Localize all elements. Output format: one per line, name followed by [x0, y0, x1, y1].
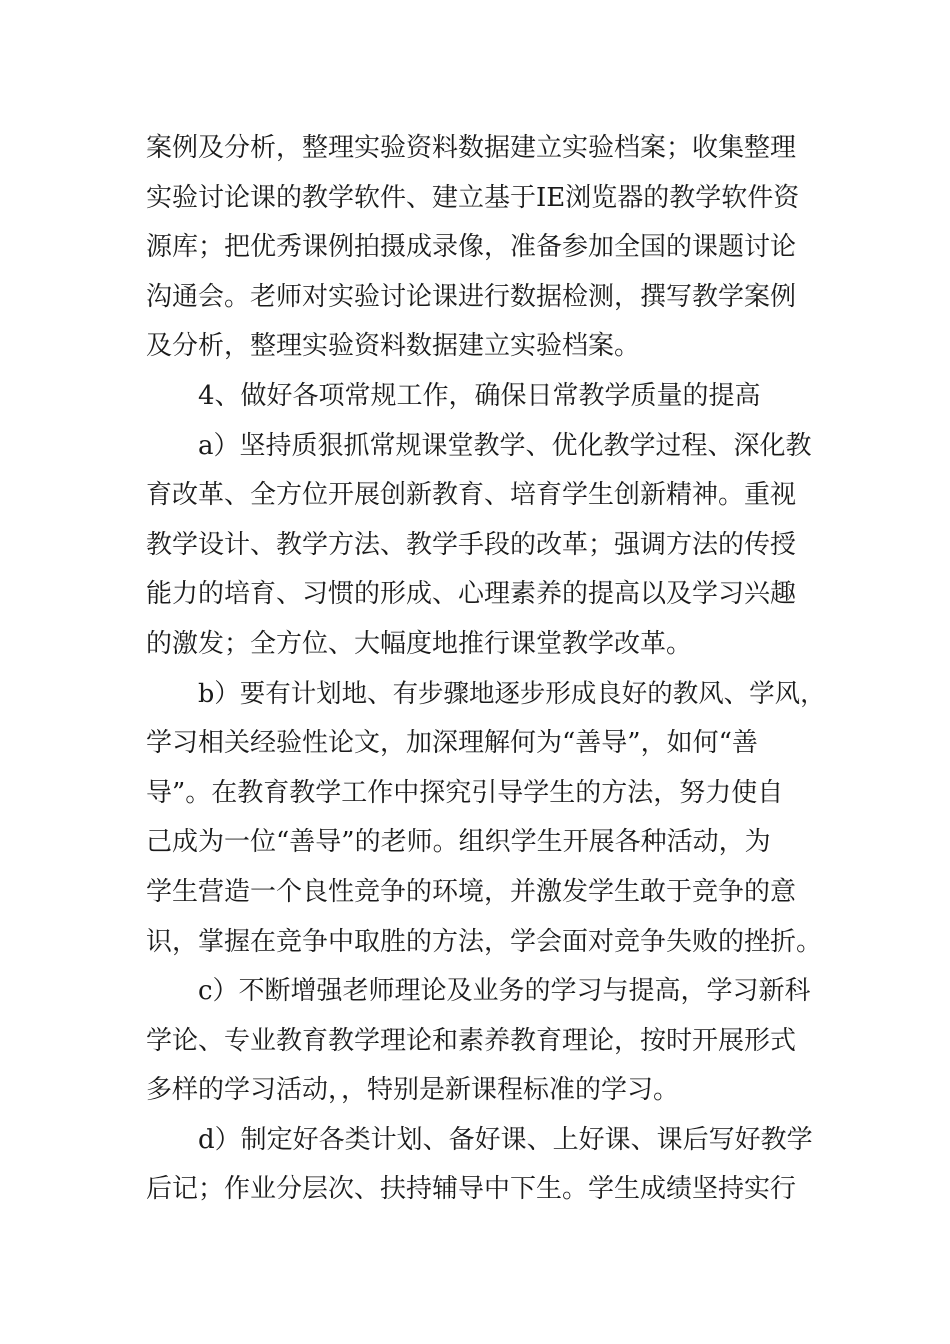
text-line: d）制定好各类计划、备好课、上好课、课后写好教学 [198, 1124, 813, 1155]
text-line: 多样的学习活动，，特别是新课程标准的学习。 [146, 1075, 680, 1106]
text-line: c）不断增强老师理论及业务的学习与提高，学习新科 [198, 976, 811, 1007]
text-line: 能力的培育、习惯的形成、心理素养的提高以及学习兴趣 [146, 579, 797, 610]
text-line: 源库；把优秀课例拍摄成录像，准备参加全国的课题讨论 [146, 232, 797, 263]
text-line: 识，掌握在竞争中取胜的方法，学会面对竞争失败的挫折。 [146, 926, 823, 957]
text-line: 学论、专业教育教学理论和素养教育理论，按时开展形式 [146, 1025, 797, 1056]
document-body [146, 124, 826, 1215]
text-line: 案例及分析，整理实验资料数据建立实验档案；收集整理 [146, 133, 797, 163]
text-line: 育改革、全方位开展创新教育、培育学生创新精神。重视 [146, 480, 797, 511]
text-line: 学习相关经验性论文，加深理解何为“善导”，如何“善 [146, 728, 758, 759]
text-line: 导”。在教育教学工作中探究引导学生的方法，努力使自 [146, 777, 784, 808]
text-line: 教学设计、教学方法、教学手段的改革；强调方法的传授 [146, 529, 797, 560]
text-line: 实验讨论课的教学软件、建立基于IE浏览器的教学软件资 [146, 182, 800, 213]
text-line: 的激发；全方位、大幅度地推行课堂教学改革。 [146, 628, 693, 659]
text-line: 及分析，整理实验资料数据建立实验档案。 [146, 331, 641, 362]
text-line: 4、做好各项常规工作，确保日常教学质量的提高 [198, 380, 761, 411]
text-line: 沟通会。老师对实验讨论课进行数据检测，撰写教学案例 [146, 281, 797, 312]
text-line: 学生营造一个良性竞争的环境，并激发学生敢于竞争的意 [146, 876, 797, 907]
text-line: b）要有计划地、有步骤地逐步形成良好的教风、学风， [198, 678, 826, 709]
text-line: 后记；作业分层次、扶持辅导中下生。学生成绩坚持实行 [146, 1174, 797, 1205]
text-line: 己成为一位“善导”的老师。组织学生开展各种活动，为 [146, 827, 771, 858]
text-line: a）坚持质狠抓常规课堂教学、优化教学过程、深化教 [198, 430, 812, 461]
